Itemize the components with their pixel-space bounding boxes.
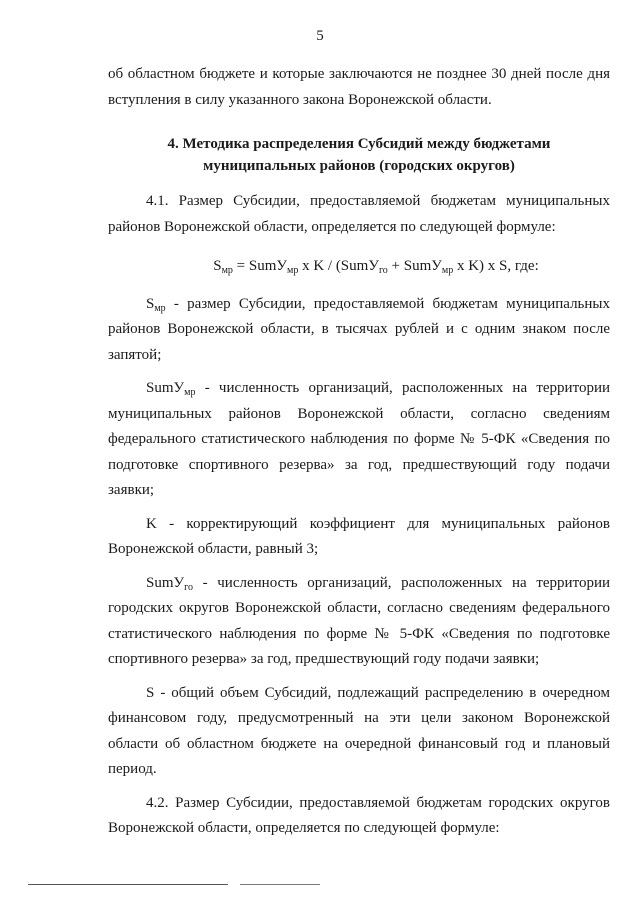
formula-mid1: x K / (SumУ — [298, 258, 379, 274]
def-smr-symbol: S — [146, 295, 155, 312]
heading-line-2: муниципальных районов (городских округов) — [203, 158, 515, 174]
def-sumymr-symbol: SumУ — [146, 380, 185, 396]
heading-line-1: 4. Методика распределения Субсидий между бюджетами — [167, 136, 551, 152]
page-number: 5 — [316, 28, 324, 44]
footer-rule-short — [240, 884, 320, 885]
formula-eq: = SumУ — [232, 258, 287, 274]
definition-sumy-go — [108, 571, 610, 673]
definition-sumy-mr — [108, 376, 610, 504]
formula-mid2: + SumУ — [387, 258, 442, 274]
def-sumygo-symbol: SumУ — [146, 574, 185, 591]
formula-municipal — [108, 254, 610, 280]
definition-k: K - корректирующий коэффициент для муниципальных районов Воронежской области, равный 3; — [108, 515, 610, 557]
document-body — [108, 62, 610, 842]
formula-tail: x K) x S, где: — [453, 258, 539, 274]
def-sumygo-sub: го — [184, 581, 193, 593]
formula-s-sub: мр — [221, 265, 233, 276]
def-sumygo-text: - численность организаций, расположенных на территории городских округов Воронежской области, согласно сведениям федерального статистического наблюдения по форме № 5-ФК «Сведения по подготовке спортивного резерва» за год, предшествующий году подачи заявки; — [108, 574, 610, 667]
paragraph-4-1: 4.1. Размер Субсидии, предоставляемой бюджетам муниципальных районов Воронежской области, определяется по следующей формуле: — [108, 193, 610, 235]
def-sumymr-sub: мр — [184, 387, 196, 398]
formula-s: S — [213, 258, 222, 274]
def-smr-text: - размер Субсидии, предоставляемой бюджетам муниципальных районов Воронежской области, в тысячах рублей и с одним знаком после запятой; — [108, 295, 610, 363]
def-sumymr-text: - численность организаций, расположенных на территории муниципальных районов Воронежской области, согласно сведениям федерального статистического наблюдения по форме № 5-ФК «Сведения по подготовке спортивного резерва» за год, предшествующий году подачи заявки; — [108, 380, 610, 498]
paragraph-4-2: 4.2. Размер Субсидии, предоставляемой бюджетам городских округов Воронежской области, определяется по следующей формуле: — [108, 794, 610, 836]
formula-go-sub: го — [378, 265, 388, 276]
def-smr-sub: мр — [154, 302, 166, 314]
formula-mr-sub2: мр — [441, 265, 454, 276]
definition-s-mr — [108, 292, 610, 369]
section-heading — [108, 133, 610, 177]
definition-s: S - общий объем Субсидий, подлежащий распределению в очередном финансовом году, предусмотренный на эти цели законом Воронежской области об областном бюджете на очередной финансовый год и плановый период. — [108, 684, 610, 777]
paragraph-continuation: об областном бюджете и которые заключаются не позднее 30 дней после дня вступления в силу указанного закона Воронежской области. — [108, 66, 610, 108]
footer-rule — [28, 884, 228, 885]
formula-sum-sub: мр — [286, 265, 299, 276]
